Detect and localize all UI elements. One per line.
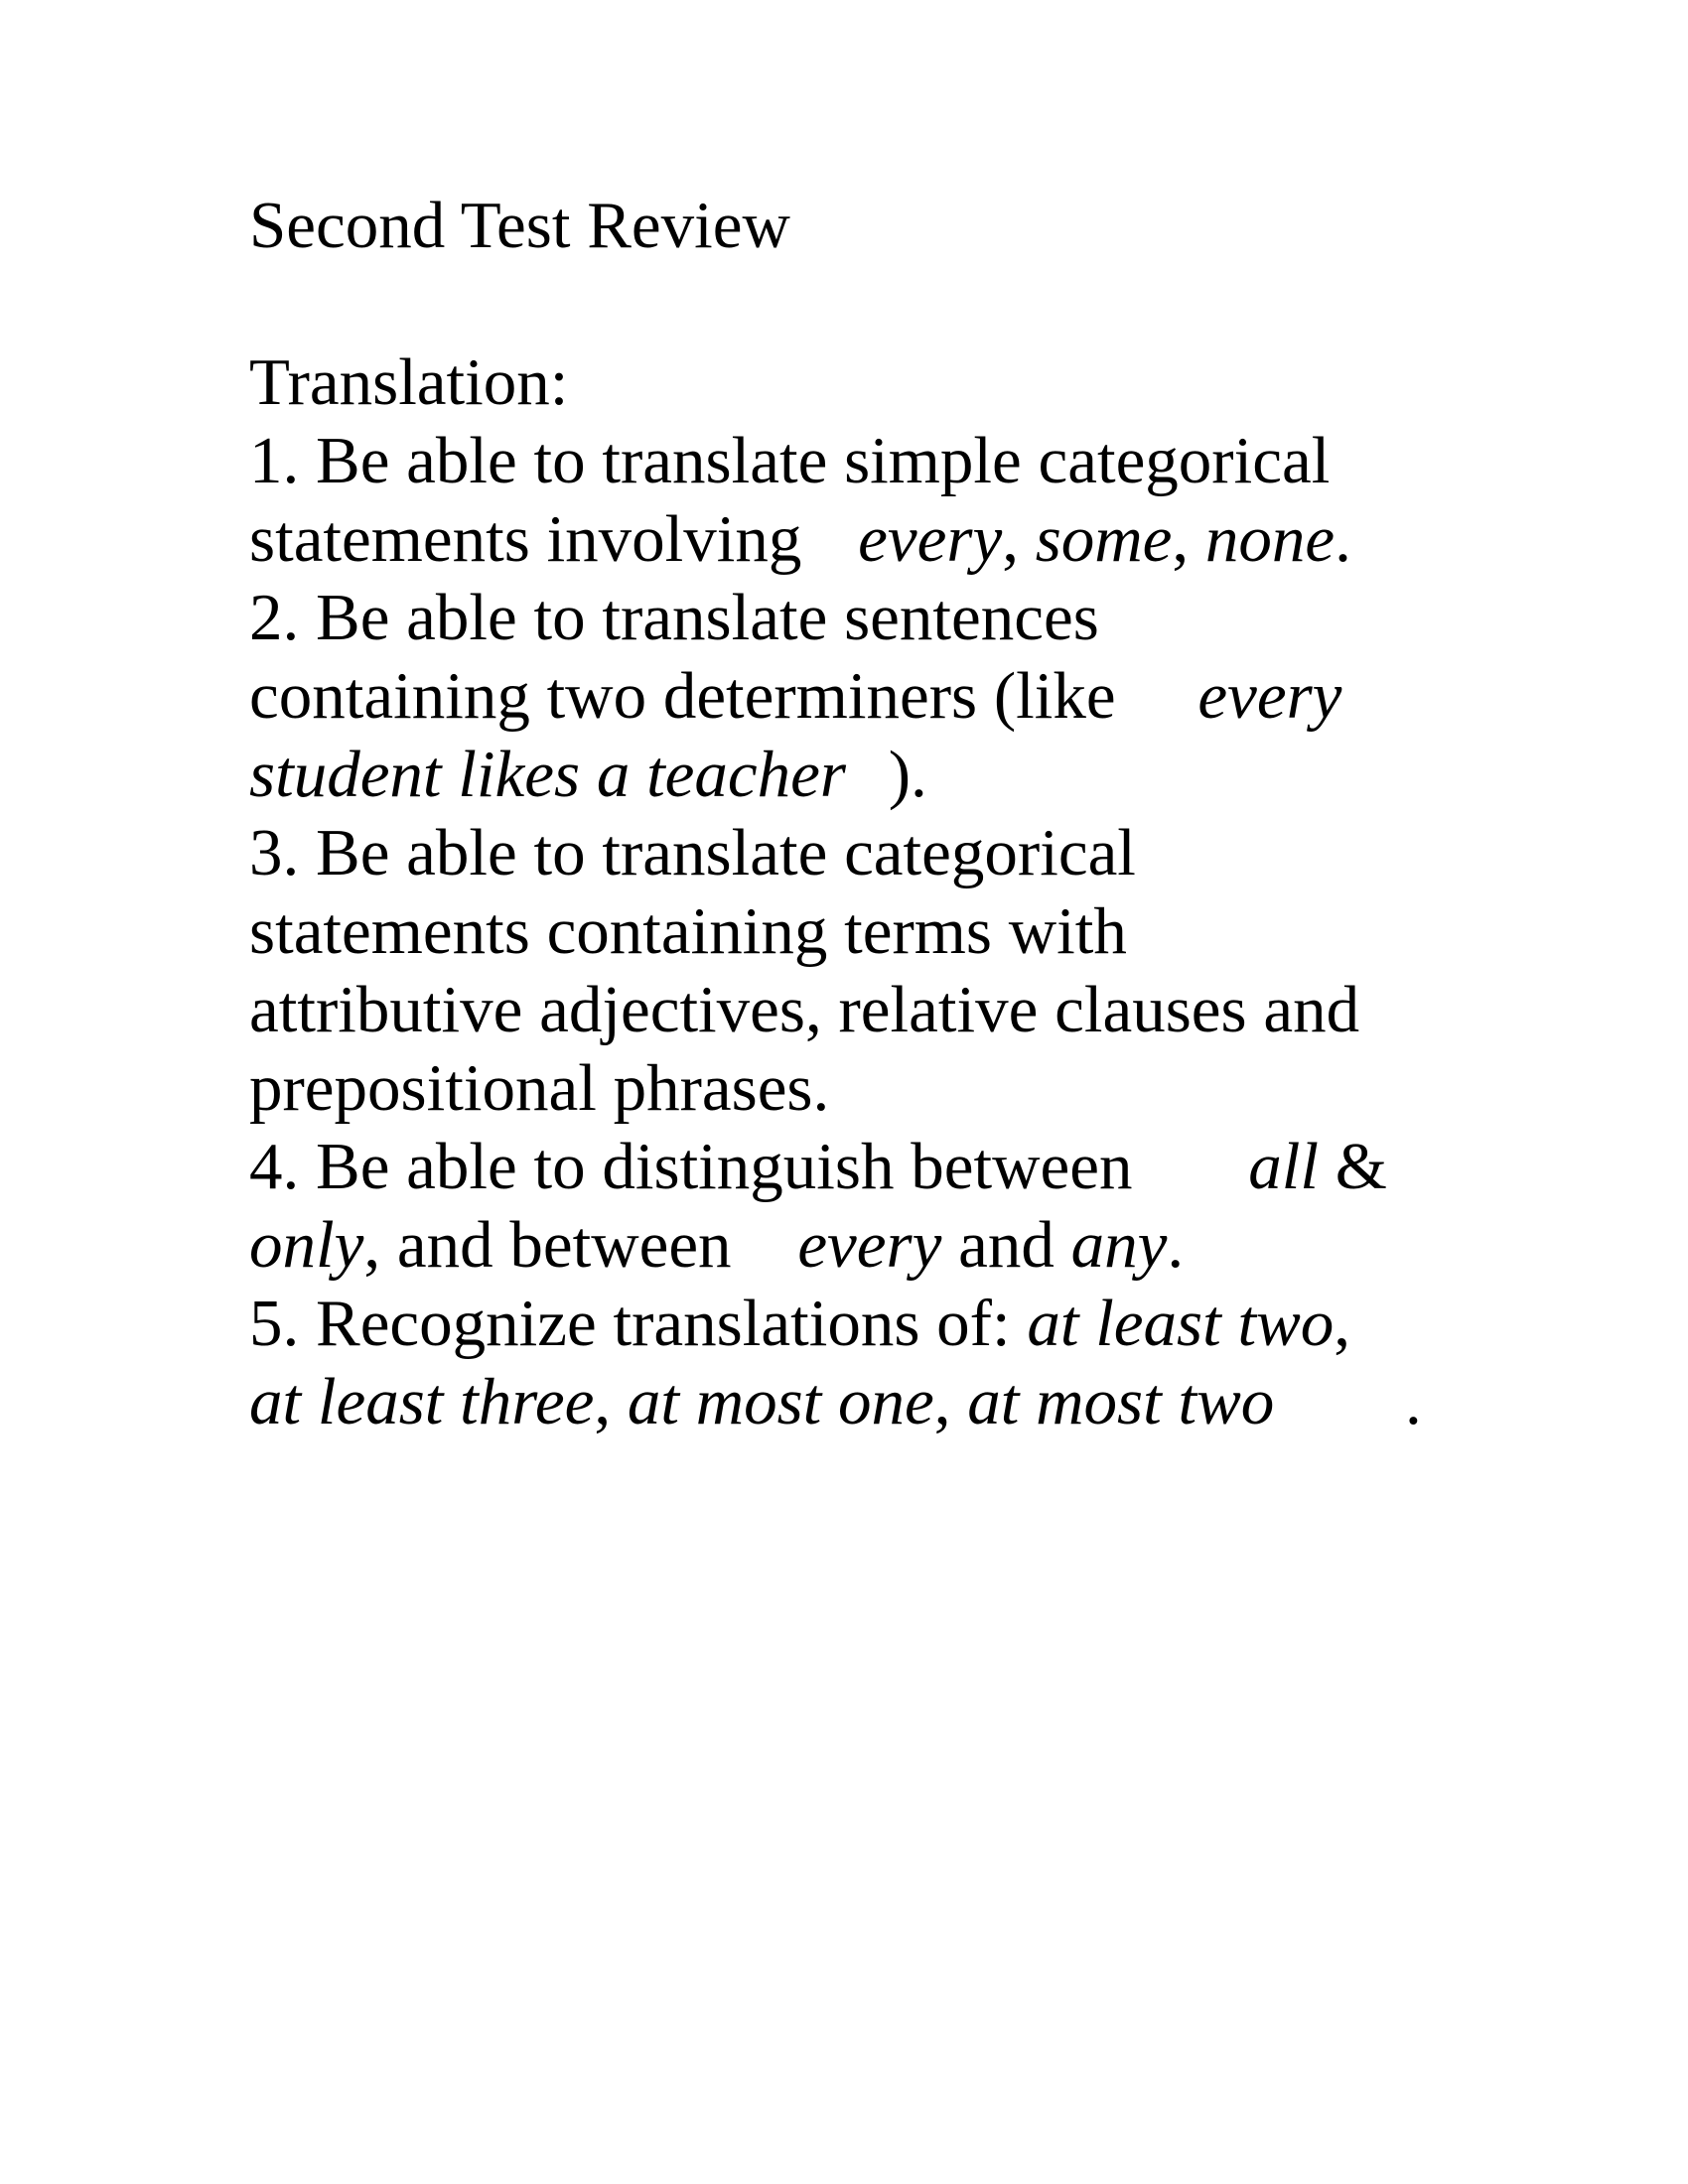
punct: , — [1172, 502, 1205, 576]
term-only: only — [249, 1208, 364, 1282]
term-any: any — [1070, 1208, 1168, 1282]
example-phrase: every — [1197, 659, 1342, 733]
term-at-least-three: at least three — [249, 1365, 595, 1438]
example-phrase: student likes a teacher — [249, 738, 846, 811]
term-at-least-two: at least two — [1027, 1287, 1335, 1360]
term-every: every — [797, 1208, 942, 1282]
item-1-text: 1. Be able to translate simple categorical — [249, 424, 1331, 497]
blank-line — [249, 265, 1540, 343]
item-3-line-1 — [249, 814, 1540, 892]
item-4-line-1 — [249, 1128, 1540, 1206]
punct: . — [1388, 1365, 1422, 1438]
punct: . — [1167, 1208, 1185, 1282]
ampersand: & — [1318, 1130, 1387, 1203]
item-3-text: statements containing terms with — [249, 894, 1127, 968]
punct: , — [594, 1365, 628, 1438]
item-3-line-4 — [249, 1049, 1540, 1128]
item-4-text: 4. Be able to distinguish between — [249, 1130, 1150, 1203]
item-2-line-1 — [249, 579, 1540, 657]
term-at-most-two: at most two — [967, 1365, 1275, 1438]
section-heading-translation: Translation: — [249, 345, 569, 419]
document-body — [249, 187, 1540, 1441]
item-2-text: containing two determiners (like — [249, 659, 1133, 733]
punct: . — [1335, 502, 1351, 576]
item-3-line-3 — [249, 971, 1540, 1049]
punct: , — [1002, 502, 1036, 576]
item-2-text: 2. Be able to translate sentences — [249, 581, 1099, 654]
item-1-line-2 — [249, 500, 1540, 579]
item-4-line-2 — [249, 1206, 1540, 1285]
item-1-line-1 — [249, 422, 1540, 500]
item-4-text: , and between — [363, 1208, 749, 1282]
item-5-text: 5. Recognize translations of: — [249, 1287, 1028, 1360]
document-title: Second Test Review — [249, 189, 790, 262]
item-3-text: 3. Be able to translate categorical — [249, 816, 1136, 889]
item-2-line-3 — [249, 736, 1540, 814]
punct: , — [933, 1365, 968, 1438]
punct: ). — [871, 738, 927, 811]
item-4-text: and — [941, 1208, 1071, 1282]
term-every: every — [858, 502, 1003, 576]
term-all: all — [1248, 1130, 1319, 1203]
term-some: some — [1035, 502, 1173, 576]
punct: , — [1334, 1287, 1351, 1360]
item-5-line-1 — [249, 1285, 1540, 1363]
item-3-text: prepositional phrases. — [249, 1051, 830, 1125]
item-1-text: statements involving — [249, 502, 819, 576]
item-2-line-2 — [249, 657, 1540, 736]
item-5-line-2 — [249, 1363, 1540, 1441]
term-at-most-one: at most one — [627, 1365, 934, 1438]
item-3-text: attributive adjectives, relative clauses and — [249, 973, 1360, 1046]
term-none: none — [1204, 502, 1336, 576]
item-3-line-2 — [249, 892, 1540, 971]
